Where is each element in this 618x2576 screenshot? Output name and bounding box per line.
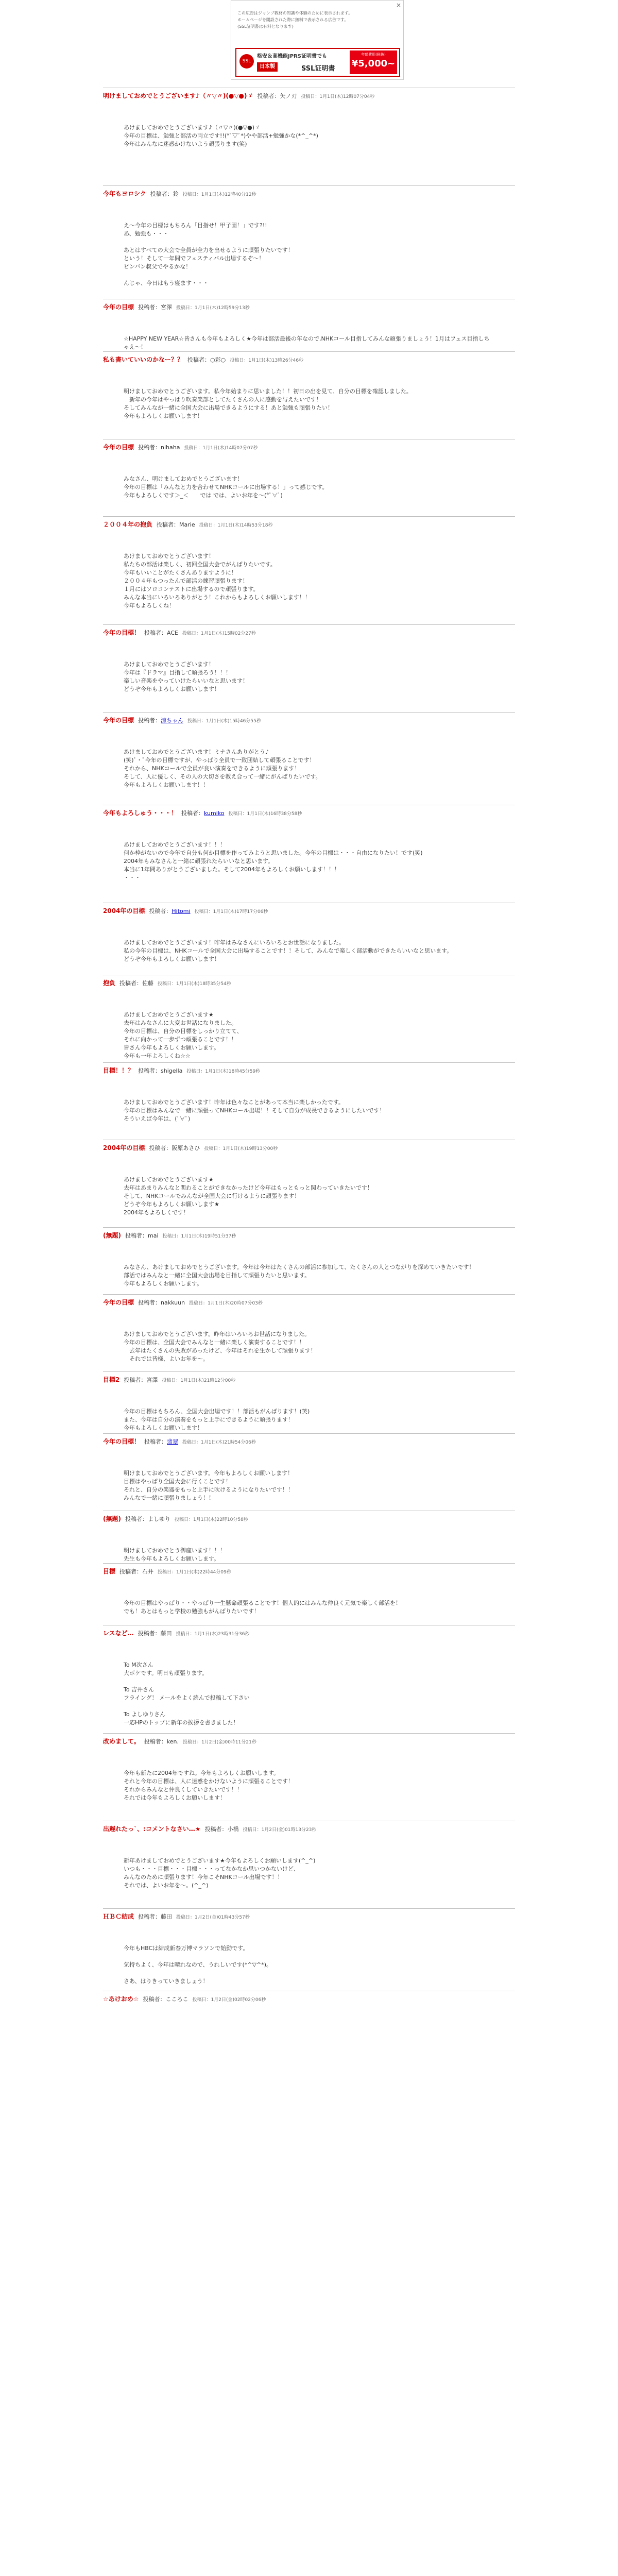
post-header bbox=[103, 439, 515, 454]
post-header bbox=[103, 1991, 515, 2006]
post-header bbox=[103, 299, 515, 314]
post bbox=[103, 1563, 515, 1625]
post-date-label: 投稿日： bbox=[243, 1827, 262, 1833]
post-header bbox=[103, 1371, 515, 1387]
post-body: みなさん、あけましておめでとうございます。今年は今年はたくさんの部活に参加して、たくさんの人とつながりを深めていきたいです！ 部活ではみんなと一緒に全国大会出場を目指して頑張りたいと思います。 今年もよろしくお願いします。 bbox=[124, 1264, 475, 1287]
post bbox=[103, 1511, 515, 1563]
post-date-label: 投稿日： bbox=[182, 631, 201, 636]
post-date-label: 投稿日： bbox=[174, 1517, 193, 1522]
post-author-label: 投稿者： bbox=[187, 357, 211, 363]
post-author: nakkuun bbox=[161, 1299, 185, 1306]
post bbox=[103, 439, 515, 516]
post-date: 1月1日(木)23時31分36秒 bbox=[194, 1632, 250, 1637]
post-date: 1月2日(金)02時02分06秒 bbox=[211, 1997, 266, 2003]
post-date-label: 投稿日： bbox=[158, 981, 177, 987]
post bbox=[103, 88, 515, 185]
post-date: 1月1日(木)18時45分59秒 bbox=[205, 1069, 261, 1074]
post-date: 1月2日(金)00時11分21秒 bbox=[201, 1740, 256, 1745]
post-date-label: 投稿日： bbox=[182, 1440, 201, 1445]
post-author: 石井 bbox=[142, 1568, 154, 1575]
post-body: あけましておめでとうございます！ミナさんありがとう♪ (笑)ﾟ・ﾟ今年の目標ですが、やっぱり全員で一致団結して頑張ることです！ それから、NHKコールで全員が良い演奏をできるように頑張ります！ そして、人に優しく、その人の大切さを教え合って一緒にがんばりたいです。 今年もよろしくお願いします！！ bbox=[124, 749, 321, 788]
post-header bbox=[103, 1511, 515, 1526]
post-title: 今年の目標 bbox=[103, 717, 134, 724]
post-author[interactable]: kumiko bbox=[204, 810, 225, 817]
post-author-label: 投稿者： bbox=[204, 1826, 228, 1833]
post bbox=[103, 1991, 515, 2027]
post-header bbox=[103, 1908, 515, 1924]
post-header bbox=[103, 1140, 515, 1155]
post-author: 宮澤 bbox=[146, 1377, 158, 1383]
post-date: 1月1日(木)18時35分54秒 bbox=[176, 981, 231, 987]
post-date: 1月1日(木)14時07分07秒 bbox=[202, 446, 258, 451]
post bbox=[103, 1294, 515, 1371]
post-body: あけましておめでとうございます★ 去年はあまりみんなと関わることができなかったけど今年はもっともっと関わっていきたいです！ そして、NHKコールでみんなが全国大会に行けるように頑張ります！ どうぞ今年もよろしくお願いします★ 2004年もよろしくです！ bbox=[124, 1176, 373, 1216]
post-body: 今年の目標はやっぱり・・やっぱり一生懸命頑張ることです！個人的にはみんな仲良く元気で楽しく部活を！ でも！あとはもっと学校の勉強もがんばりたいです！ bbox=[124, 1600, 401, 1615]
post-date-label: 投稿日： bbox=[176, 1915, 195, 1920]
post-body: 明けましておめでとうございます。今年もよろしくお願いします！ 目標はやっぱり全国大会に行くことです！ それと、自分の楽器をもっと上手に吹けるようになりたいです！！ みんなで一緒に頑張りましょう！！ bbox=[124, 1470, 294, 1501]
post bbox=[103, 1433, 515, 1511]
message-board bbox=[103, 88, 515, 2027]
post-date: 1月1日(木)13時26分46秒 bbox=[248, 358, 304, 363]
post-header bbox=[103, 1733, 515, 1749]
post-body: 明けましておめでとうございます。私今年始まりに思いました！！初日の出を見て、自分の目標を確認しました。 新年の今年はやっぱり吹奏楽部としてたくさんの人に感動を与えたいです！ そしてみんなが一緒に全国大会に出場できるようにする！あと勉強も頑張りたい！ 今年もよろしくお願いします！ bbox=[124, 388, 412, 419]
post-date-label: 投稿日： bbox=[199, 523, 218, 528]
post bbox=[103, 805, 515, 903]
post-author-label: 投稿者： bbox=[143, 1996, 166, 2003]
post-author-label: 投稿者： bbox=[150, 191, 173, 197]
post-author-label: 投稿者： bbox=[257, 93, 280, 99]
post-author-label: 投稿者： bbox=[125, 1232, 148, 1239]
post-body: あけましておめでとうございます♪（〃▽〃)(●▽●)ゞ 今年の目標は、勉強と部活の両立です!!(*ﾟ▽ﾟ*)やや部活+勉強かな(*^_^*) 今年はみんなに迷惑かけないよう頑張ります(笑) bbox=[124, 124, 318, 147]
post-author: よしゆり bbox=[147, 1516, 170, 1522]
post-author-label: 投稿者： bbox=[125, 1516, 148, 1522]
post-body: 今年も新たに2004年ですね。今年もよろしくお願いします。 それと今年の目標は、人に迷惑をかけないように頑張ることです！ それからみんなと仲良くしていきたいです！！ それでは今年もよろしくお願いします！ bbox=[124, 1770, 294, 1801]
post-author: 佐藤 bbox=[142, 980, 154, 987]
post-date: 1月1日(木)16時38分58秒 bbox=[247, 811, 302, 817]
post-author-label: 投稿者： bbox=[138, 444, 161, 451]
post-author: nihaha bbox=[161, 444, 180, 451]
post-header bbox=[103, 351, 515, 367]
post-header bbox=[103, 624, 515, 640]
post-date-label: 投稿日： bbox=[176, 1632, 195, 1637]
post-date: 1月1日(木)19時51分37秒 bbox=[181, 1234, 236, 1239]
post bbox=[103, 351, 515, 439]
post-author: 宮澤 bbox=[161, 304, 173, 311]
post bbox=[103, 1625, 515, 1733]
post-body: 明けましておめでとう御座います！！！ 先生も今年もよろしくお願いします。 bbox=[124, 1547, 226, 1562]
post-header bbox=[103, 712, 515, 727]
post-header bbox=[103, 903, 515, 918]
post-body: え～今年の目標はもちろん「目指せ！甲子園！」です?!! あ、勉強も・・・ あとはすべての大会で全員が全力を出せるように頑張りたいです！ という！そして一年間でフェスティバル出場するぞ～！ ピンバン叔父でやるかな！ んじゃ、今日はもう寝ます・・・ bbox=[124, 222, 294, 286]
post-title: 私も書いていいのかなー？？ bbox=[103, 356, 184, 363]
post-header bbox=[103, 1821, 515, 1836]
post bbox=[103, 712, 515, 805]
post-body: あけましておめでとうございます★ 去年はみなさんに大変お世話になりました。 今年の目標は、自分の目標をしっかり立てて、 それに向かって一歩ずつ頑張ることです！！ 皆さん今年もよろしくお願いします。 今年も一年よろしくね☆☆ bbox=[124, 1011, 243, 1059]
post-date-label: 投稿日： bbox=[176, 306, 195, 311]
post-title: 出遅れたっ`、:コメントなさい…★ bbox=[103, 1825, 201, 1833]
post-author: 藤田 bbox=[161, 1913, 173, 1920]
post bbox=[103, 1733, 515, 1821]
post-date: 1月1日(木)22時10分58秒 bbox=[193, 1517, 248, 1522]
post-body: あけましておめでとうございます！！！ 何か枠がないので今年で自分も何か目標を作ってみようと思いました。今年の目標は・・・自由になりたい！です(笑) 2004年もみなさんと一緒に頑張れたらいいなと思います。 本当に1年間ありがとうございました。そして2004年もよろしくお願いします！！！ ・・・ bbox=[124, 841, 423, 881]
post-header bbox=[103, 1433, 515, 1449]
post bbox=[103, 516, 515, 624]
post-date-label: 投稿日： bbox=[189, 1301, 208, 1306]
post-date-label: 投稿日： bbox=[162, 1378, 181, 1383]
post-date: 1月1日(木)12時07分04秒 bbox=[319, 94, 375, 99]
post-author-label: 投稿者： bbox=[149, 908, 172, 914]
post-date-label: 投稿日： bbox=[162, 1234, 181, 1239]
post-title: ☆あけおめ☆ bbox=[103, 1995, 139, 2003]
post-title: 明けましておめでとうございます♪（〃▽〃)(●▽●)ゞ bbox=[103, 92, 253, 99]
post-title: 今年の目標 bbox=[103, 444, 134, 451]
post-title: 改めまして。 bbox=[103, 1738, 140, 1745]
post-date: 1月1日(木)22時44分09秒 bbox=[176, 1570, 231, 1575]
post-body: みなさん、明けましておめでとうございます！ 今年の目標は「みんなと力を合わせてNHKコールに出場する！」って感じです。 今年もよろしくです＞_＜ では では、よいお年を～(*ﾟ∀ﾟ) bbox=[124, 476, 328, 499]
post-author[interactable]: 涼ちゃん bbox=[161, 717, 184, 724]
post bbox=[103, 1227, 515, 1294]
post-header bbox=[103, 88, 515, 103]
post-header bbox=[103, 185, 515, 201]
post-body: あけましておめでとうございます！昨年はみなさんにいろいろとお世話になりました。 私の今年の目標は、NHKコールで全国大会に出場することです！！そして、みんなで楽しく部活動ができたらいいなと思います。 どうぞ今年もよろしくお願いします！ bbox=[124, 939, 453, 962]
post-author-label: 投稿者： bbox=[138, 717, 161, 724]
post-date-label: 投稿日： bbox=[182, 192, 201, 197]
post-date-label: 投稿日： bbox=[182, 1740, 201, 1745]
post-date: 1月1日(木)20時07分03秒 bbox=[208, 1301, 263, 1306]
post-date-label: 投稿日： bbox=[228, 811, 247, 817]
ad-price-badge[interactable] bbox=[350, 50, 397, 74]
post bbox=[103, 624, 515, 712]
post bbox=[103, 1908, 515, 1991]
post-body: ☆HAPPY NEW YEAR☆皆さんも今年もよろしく★今年は部活最後の年なので,NHKコール目指してみんな頑張りましょう！1月はフェス目指しちゃえ～！ bbox=[124, 335, 490, 350]
post-body: To M次さん 大ボケです。明日も頑張ります。 To 吉井さん フライング！ メールをよく読んで投稿して下さい To よしゆりさん 一応HPのトップに新年の挨拶を書きました！ bbox=[124, 1662, 250, 1726]
post-author: 鈴 bbox=[173, 191, 179, 197]
post-title: 今年の目標 bbox=[103, 303, 134, 311]
post-date-label: 投稿日： bbox=[192, 1997, 211, 2003]
post-body: 今年の目標はもちろん、全国大会出場です！！部活もがんばります！(笑) また、今年は自分の演奏をもっと上手にできるように頑張ります！ 今年もよろしくお願いします！ bbox=[124, 1408, 310, 1431]
post-author: 藤田 bbox=[160, 1630, 172, 1637]
post bbox=[103, 1062, 515, 1140]
post-author-label: 投稿者： bbox=[157, 521, 180, 528]
post bbox=[103, 1821, 515, 1908]
post-body: あけましておめでとうございます！昨年は色々なことがあって本当に楽しかったです。 今年の目標はみんなで一緒に頑張ってNHKコール出場！！そして自分が成長できるようにしたいです！ そういえば今年は、(ﾟ∀ﾟ) bbox=[124, 1099, 385, 1122]
post-date-label: 投稿日： bbox=[186, 1069, 205, 1074]
post-title: 今年の目標！ bbox=[103, 629, 141, 636]
close-icon[interactable]: × bbox=[396, 2, 401, 9]
post-date-label: 投稿日： bbox=[158, 1570, 177, 1575]
post-date: 1月1日(木)17時17分06秒 bbox=[213, 909, 268, 914]
post-title: 抱負 bbox=[103, 979, 116, 987]
post-body: 新年あけましておめでとうございます★今年もよろしくお願いします(^_^) いつも・・・目標・・・目標・・・ってなかなか思いつかないけど、 みんなのために頑張ります！今年こそNHKコール出場です！！ それでは、よいお年を～。(^_^) bbox=[124, 1857, 316, 1889]
post-title: 今年もよろしゅう・・・！ bbox=[103, 809, 178, 817]
post-author: Marie bbox=[179, 521, 195, 528]
post-header bbox=[103, 1227, 515, 1243]
post-date: 1月1日(木)19時13分00秒 bbox=[222, 1146, 278, 1151]
post-date-label: 投稿日： bbox=[204, 1146, 223, 1151]
ssl-logo-icon: SSL bbox=[239, 54, 254, 69]
post-author: 阪原あさひ bbox=[171, 1145, 200, 1151]
post-title: 今年もヨロシク bbox=[103, 190, 146, 197]
post-title: 2004年の目標 bbox=[103, 907, 145, 914]
post-title: 目標！！？ bbox=[103, 1067, 134, 1074]
ad-ssl-offer[interactable] bbox=[235, 48, 400, 77]
ad-notice bbox=[237, 10, 392, 30]
post-author-label: 投稿者： bbox=[138, 1630, 161, 1637]
post-title: ＨＢＣ結成 bbox=[103, 1913, 134, 1920]
post-body: あけましておめでとうございます。昨年はいろいろお世話になりました。 今年の目標は、全国大会でみんなと一緒に楽しく演奏することです！！ 去年はたくさんの失敗があったけど、今年はそれを生かして頑張ります！ それでは皆様、よいお年を～。 bbox=[124, 1331, 316, 1362]
post bbox=[103, 975, 515, 1062]
post-author-label: 投稿者： bbox=[138, 304, 161, 311]
post-header bbox=[103, 805, 515, 820]
post-author-label: 投稿者： bbox=[149, 1145, 172, 1151]
post-date-label: 投稿日： bbox=[301, 94, 320, 99]
post-author-label: 投稿者： bbox=[138, 1067, 161, 1074]
post-header bbox=[103, 1563, 515, 1579]
post-author[interactable]: Hitomi bbox=[171, 908, 191, 914]
ad-brand: 日本製 bbox=[257, 62, 278, 72]
post bbox=[103, 903, 515, 975]
post-author: mai bbox=[147, 1232, 159, 1239]
post-title: レスなど… bbox=[103, 1630, 134, 1637]
post bbox=[103, 185, 515, 299]
post-author-label: 投稿者： bbox=[124, 1377, 147, 1383]
post-date: 1月2日(金)01時43分57秒 bbox=[195, 1915, 250, 1920]
post-date-label: 投稿日： bbox=[230, 358, 249, 363]
ad-title: 格安＆高機能JPRS证明書でも bbox=[257, 54, 327, 59]
post-date: 1月1日(木)21時54分06秒 bbox=[201, 1440, 256, 1445]
post-author-label: 投稿者： bbox=[181, 810, 204, 817]
post-date: 1月2日(金)01時13分23秒 bbox=[261, 1827, 317, 1833]
post-date: 1月1日(木)15時46分55秒 bbox=[206, 719, 261, 724]
post-date-label: 投稿日： bbox=[194, 909, 213, 914]
post-author-label: 投稿者： bbox=[138, 1299, 161, 1306]
post-author-label: 投稿者： bbox=[144, 630, 167, 636]
ad-notice-line: (SSL証明書は有料となります) bbox=[237, 24, 294, 29]
post-body: あけましておめでとうございます！ 私たちの部活は楽しく、初回全国大会でがんばりたいです。 今年もいいことがたくさんありますように！ ２００４年もつったんで部活の練習頑張ります！ １月にはソロコンテストに出場するので頑張ります。 みんな本当にいろいろありがとう！これからもよろしくお願いします！！ 今年もよろしくね！ bbox=[124, 553, 311, 609]
post-author: ACE bbox=[167, 630, 178, 636]
post-header bbox=[103, 1062, 515, 1078]
ad-product: SSL证明書 bbox=[301, 65, 335, 73]
post-title: 目標2 bbox=[103, 1376, 120, 1383]
ad-price: ¥5,000~ bbox=[351, 58, 396, 69]
post-title: (無題) bbox=[103, 1515, 121, 1522]
post-title: ２００４年の抱負 bbox=[103, 521, 153, 528]
post-header bbox=[103, 1294, 515, 1310]
post-date: 1月1日(木)15時02分27秒 bbox=[201, 631, 256, 636]
post-author: こころこ bbox=[165, 1996, 188, 2003]
post-author: 小橋 bbox=[227, 1826, 239, 1833]
post bbox=[103, 1371, 515, 1433]
post-author-label: 投稿者： bbox=[138, 1913, 161, 1920]
post-header bbox=[103, 1625, 515, 1640]
post-title: 今年の目標！ bbox=[103, 1438, 141, 1445]
post-date: 1月1日(木)12時40分12秒 bbox=[201, 192, 256, 197]
post-date: 1月1日(木)21時12分00秒 bbox=[180, 1378, 236, 1383]
post-author-label: 投稿者： bbox=[119, 980, 143, 987]
post-author: ○彩○ bbox=[210, 357, 226, 363]
post-author-label: 投稿者： bbox=[144, 1438, 167, 1445]
post-author[interactable]: 翡翠 bbox=[167, 1438, 179, 1445]
post-date: 1月1日(木)12時59分13秒 bbox=[195, 306, 250, 311]
post-header bbox=[103, 975, 515, 990]
post-title: (無題) bbox=[103, 1232, 121, 1239]
post-title: 目標 bbox=[103, 1568, 116, 1575]
post-title: 今年の目標 bbox=[103, 1299, 134, 1306]
post-date-label: 投稿日： bbox=[184, 446, 203, 451]
post-title: 2004年の目標 bbox=[103, 1144, 145, 1151]
post-header bbox=[103, 516, 515, 532]
post-body: あけましておめでとうございます！ 今年は『ドラマ』目指して頑張ろう！！！ 楽しい音楽をやっていけたらいいなと思います！ どうぞ今年もよろしくお願いします！ bbox=[124, 661, 248, 692]
post-author-label: 投稿者： bbox=[144, 1738, 167, 1745]
post-author: 矢ノ刃 bbox=[280, 93, 297, 99]
ad-price-note: 年額費用(税抜) bbox=[361, 53, 386, 57]
ad-notice-line: この広告はジャンプ教材の知識や体験のために表示されます。 bbox=[237, 11, 353, 15]
ad-notice-line: ホームページを開設された際に無料で表示される広告です。 bbox=[237, 18, 349, 22]
post-author-label: 投稿者： bbox=[119, 1568, 143, 1575]
post-author: ken. bbox=[166, 1738, 179, 1745]
ad-banner[interactable] bbox=[231, 0, 404, 80]
post-date-label: 投稿日： bbox=[187, 719, 207, 724]
post-date: 1月1日(木)14時53分18秒 bbox=[217, 523, 273, 528]
post-body bbox=[103, 2006, 515, 2027]
post-author: shigella bbox=[161, 1067, 183, 1074]
post bbox=[103, 299, 515, 351]
post bbox=[103, 1140, 515, 1227]
post-body: 今年もHBCは結成新春万博マラソンで始動です。 気持ちよく、今年は晴れなので、うれしいです(*^▽^*)。 さあ、はりきっていきましょう！ bbox=[124, 1945, 272, 1985]
